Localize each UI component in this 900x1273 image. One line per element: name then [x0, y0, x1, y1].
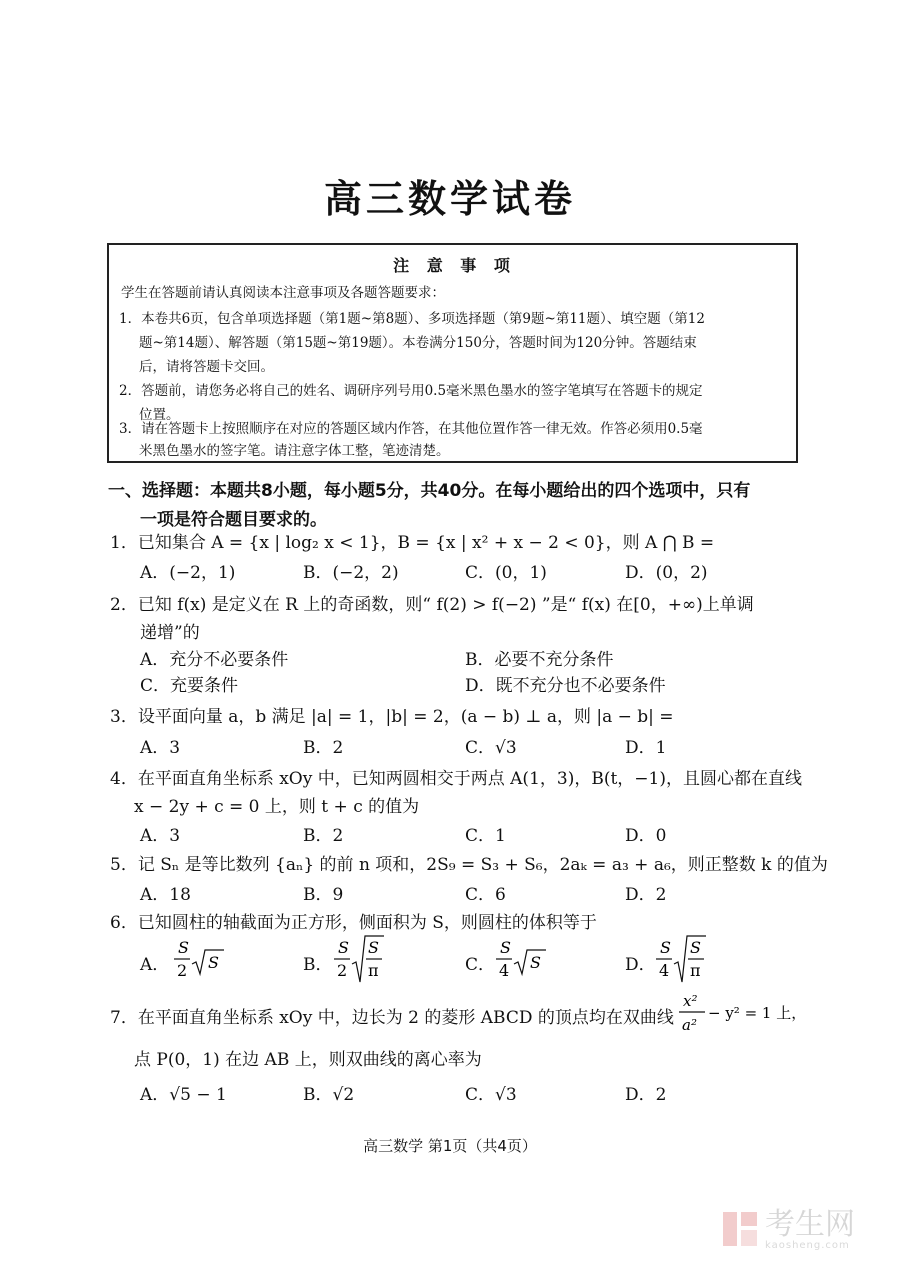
option-a: A．(−2，1)	[140, 563, 236, 583]
notice-line: 题~第14题）、解答题（第15题~第19题）。本卷满分150分，答题时间为120分钟。答题结束	[139, 335, 697, 351]
option-c: C．6	[465, 885, 506, 905]
option-b: B．2	[303, 826, 344, 846]
page-footer: 高三数学 第1页（共4页）	[363, 1137, 537, 1155]
question-text: 7．在平面直角坐标系 xOy 中，边长为 2 的菱形 ABCD 的顶点均在双曲线	[110, 1008, 674, 1028]
option-d: D．1	[625, 738, 667, 758]
question-text: 2．已知 f(x) 是定义在 R 上的奇函数，则“ f(2) > f(−2) ”是“ f(x) 在[0，+∞)上单调	[110, 595, 754, 615]
option-d: D．2	[625, 1085, 667, 1105]
option-b: B．√2	[303, 1085, 355, 1105]
formula-b	[330, 930, 390, 986]
option-c: C．充要条件	[140, 676, 239, 696]
frac-den: 2	[337, 961, 348, 980]
notice-line: 后，请将答题卡交回。	[139, 359, 274, 375]
option-d: D．(0，2)	[625, 563, 708, 583]
option-d: D．0	[625, 826, 667, 846]
option-b: B．9	[303, 885, 344, 905]
question-text-cont: 点 P(0，1) 在边 AB 上，则双曲线的离心率为	[134, 1050, 482, 1070]
watermark	[721, 1207, 855, 1251]
radicand-num: S	[690, 938, 701, 957]
frac-num: S	[500, 938, 511, 957]
option-c: C．1	[465, 826, 506, 846]
section-heading: 一、选择题：本题共8小题，每小题5分，共40分。在每小题给出的四个选项中，只有	[108, 481, 751, 501]
radicand: S	[208, 953, 219, 972]
option-b: B．必要不充分条件	[465, 650, 614, 670]
hyperbola-formula	[675, 988, 807, 1038]
notice-line: 2．答题前，请您务必将自己的姓名、调研序列号用0.5毫米黑色墨水的签字笔填写在答题卡的规定	[119, 383, 703, 399]
frac-num: S	[338, 938, 349, 957]
frac-den: 4	[659, 961, 670, 980]
option-d: D．既不充分也不必要条件	[465, 676, 666, 696]
option-c: C．(0，1)	[465, 563, 547, 583]
radicand-den: π	[368, 961, 379, 980]
option-a: A．18	[140, 885, 191, 905]
question-text: 1．已知集合 A = {x | log₂ x < 1}，B = {x | x² + x − 2 < 0}，则 A ⋂ B =	[110, 533, 715, 553]
frac-den: 2	[177, 961, 188, 980]
section-heading-cont: 一项是符合题目要求的。	[140, 510, 327, 530]
frac-num: S	[660, 938, 671, 957]
notice-line: 米黑色墨水的签字笔。请注意字体工整，笔迹清楚。	[139, 443, 450, 459]
notice-line: 1．本卷共6页，包含单项选择题（第1题~第8题）、多项选择题（第9题~第11题）、填空题（第12	[119, 311, 705, 327]
notice-line: 位置。	[139, 407, 180, 423]
option-a: A．充分不必要条件	[140, 650, 289, 670]
radicand-den: π	[690, 961, 701, 980]
option-a: A．3	[140, 826, 181, 846]
radicand: S	[530, 953, 541, 972]
question-text: 5．记 Sₙ 是等比数列 {aₙ} 的前 n 项和，2S₉ = S₃ + S₆，2aₖ = a₃ + a₆，则正整数 k 的值为	[110, 855, 828, 875]
option-b: B．2	[303, 738, 344, 758]
option-a: A．3	[140, 738, 181, 758]
question-text: 3．设平面向量 a，b 满足 |a| = 1，|b| = 2，(a − b) ⊥ a，则 |a − b| =	[110, 707, 674, 727]
question-text-cont: 递增”的	[140, 623, 200, 643]
option-a: A．√5 − 1	[140, 1085, 227, 1105]
formula-tail: − y² = 1 上，	[708, 1004, 807, 1022]
frac-den: a²	[682, 1016, 697, 1034]
frac-num: S	[178, 938, 189, 957]
frac-den: 4	[499, 961, 510, 980]
notice-heading: 注 意 事 项	[393, 256, 516, 275]
watermark-logo-icon	[721, 1210, 759, 1248]
formula-d	[652, 930, 712, 986]
question-text-cont: x − 2y + c = 0 上，则 t + c 的值为	[134, 797, 420, 817]
option-d: D．2	[625, 885, 667, 905]
notice-line: 3．请在答题卡上按照顺序在对应的答题区域内作答，在其他位置作答一律无效。作答必须用0.5毫	[119, 421, 703, 437]
notice-box	[107, 243, 798, 463]
watermark-url: kaosheng.com	[765, 1240, 850, 1251]
formula-c	[492, 936, 552, 984]
frac-num: x²	[683, 992, 698, 1010]
notice-intro: 学生在答题前请认真阅读本注意事项及各题答题要求：	[121, 285, 445, 301]
page-title: 高三数学试卷	[323, 177, 576, 221]
option-c: C．√3	[465, 1085, 517, 1105]
option-b: B．	[303, 955, 333, 975]
option-c: C．	[465, 955, 496, 975]
watermark-text: 考生网	[765, 1207, 855, 1242]
question-text: 4．在平面直角坐标系 xOy 中，已知两圆相交于两点 A(1，3)，B(t，−1)，且圆心都在直线	[110, 769, 802, 789]
question-text: 6．已知圆柱的轴截面为正方形，侧面积为 S，则圆柱的体积等于	[110, 913, 597, 933]
formula-a	[170, 936, 230, 984]
option-a: A．	[140, 955, 170, 975]
option-d: D．	[625, 955, 656, 975]
option-c: C．√3	[465, 738, 517, 758]
radicand-num: S	[368, 938, 379, 957]
option-b: B．(−2，2)	[303, 563, 399, 583]
